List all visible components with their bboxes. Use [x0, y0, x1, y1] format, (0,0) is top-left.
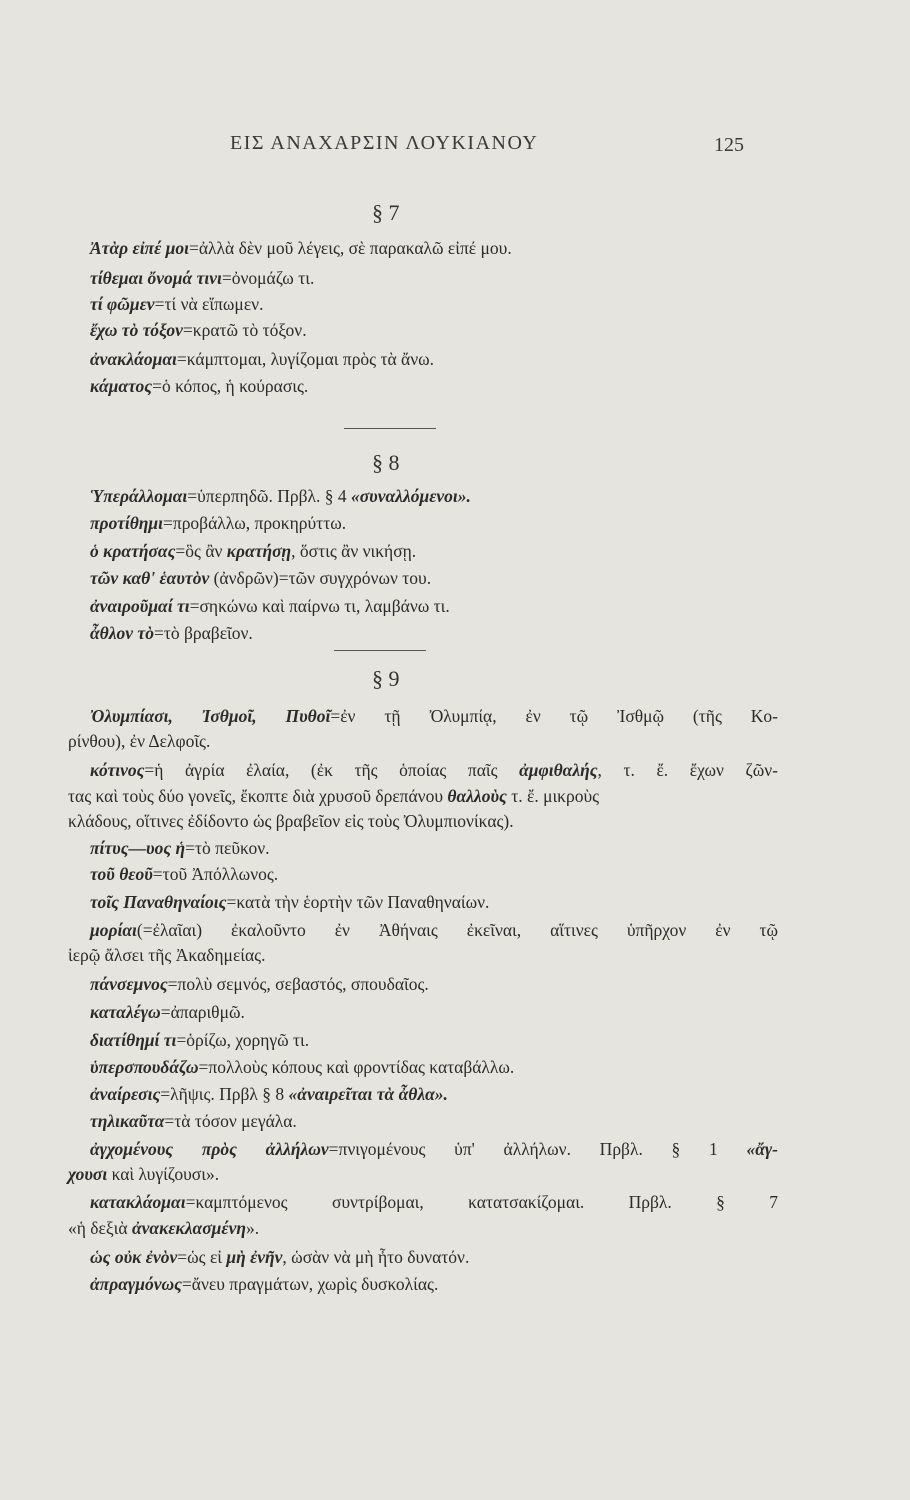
gloss-line: τηλικαῦτα=τὰ τόσον μεγάλα. [90, 1111, 297, 1131]
section-heading-7: § 7 [372, 200, 400, 225]
gloss-line: ὑπερσπουδάζω=πολλοὺς κόπους καὶ φροντίδας καταβάλλω. [90, 1057, 515, 1077]
gloss-line: «ἡ δεξιὰ ἀνακεκλασμένη». [68, 1218, 260, 1238]
gloss-line: τίθεμαι ὄνομά τινι=ὀνομάζω τι. [90, 268, 315, 288]
gloss-line: ἔχω τὸ τόξον=κρατῶ τὸ τόξον. [90, 320, 307, 340]
gloss-line: ἱερῷ ἄλσει τῆς Ἀκαδημείας. [68, 945, 266, 965]
gloss-line: τοῖς Παναθηναίοις=κατὰ τὴν ἑορτὴν τῶν Παναθηναίων. [90, 892, 490, 912]
section-divider [344, 428, 436, 429]
gloss-line: μορίαι(=ἐλαῖαι) ἐκαλοῦντο ἐν Ἀθήναις ἐκεῖναι, αἵτινες ὑπῆρχον ἐν τῷ [90, 920, 778, 940]
gloss-line: καταλέγω=ἀπαριθμῶ. [90, 1002, 245, 1022]
page-number: 125 [714, 134, 744, 156]
gloss-line: κότινος=ἡ ἀγρία ἐλαία, (ἐκ τῆς ὁποίας παῖς ἀμφιθαλής, τ. ἔ. ἔχων ζῶν- [90, 760, 778, 780]
gloss-line: Ἀτὰρ εἰπέ μοι=ἀλλὰ δὲν μοῦ λέγεις, σὲ παρακαλῶ εἰπέ μου. [90, 238, 512, 258]
gloss-line: ἀναιροῦμαί τι=σηκώνω καὶ παίρνω τι, λαμβάνω τι. [90, 596, 450, 616]
gloss-line: πίτυς—υος ἡ=τὸ πεῦκον. [90, 838, 270, 858]
gloss-line: τοῦ θεοῦ=τοῦ Ἀπόλλωνος. [90, 864, 279, 884]
gloss-line: ρίνθου), ἐν Δελφοῖς. [68, 731, 211, 751]
section-divider [334, 650, 426, 651]
section-heading-8: § 8 [372, 450, 400, 475]
gloss-line: τας καὶ τοὺς δύο γονεῖς, ἔκοπτε διὰ χρυσοῦ δρεπάνου θαλλοὺς τ. ἔ. μικροὺς [68, 786, 600, 806]
gloss-line: κλάδους, οἵτινες ἐδίδοντο ὡς βραβεῖον εἰς τοὺς Ὀλυμπιονίκας). [68, 811, 514, 831]
gloss-line: τῶν καθ' ἑαυτὸν (ἀνδρῶν)=τῶν συγχρόνων του. [90, 568, 432, 588]
gloss-line: ἀπραγμόνως=ἄνευ πραγμάτων, χωρὶς δυσκολίας. [90, 1274, 439, 1294]
gloss-line: διατίθημί τι=ὁρίζω, χορηγῶ τι. [90, 1030, 310, 1050]
gloss-line: κάματος=ὁ κόπος, ἡ κούρασις. [90, 376, 309, 396]
gloss-line: ὁ κρατήσας=ὃς ἂν κρατήσῃ, ὅστις ἂν νικήσῃ. [90, 541, 417, 561]
running-title: ΕΙΣ ΑΝΑΧΑΡΣΙΝ ΛΟΥΚΙΑΝΟΥ [230, 132, 539, 154]
gloss-line: χουσι καὶ λυγίζουσι». [68, 1164, 220, 1184]
gloss-line: ἀνακλάομαι=κάμπτομαι, λυγίζομαι πρὸς τὰ ἄνω. [90, 349, 435, 369]
gloss-line: ἆθλον τὸ=τὸ βραβεῖον. [90, 623, 253, 643]
gloss-line: ἀναίρεσις=λῆψις. Πρβλ § 8 «ἀναιρεῖται τὰ ἆθλα». [90, 1084, 448, 1104]
gloss-line: προτίθημι=προβάλλω, προκηρύττω. [90, 513, 347, 533]
section-heading-9: § 9 [372, 666, 400, 691]
gloss-line: ἀγχομένους πρὸς ἀλλήλων=πνιγομένους ὑπ' ἀλλήλων. Πρβλ. § 1 «ἄγ- [90, 1139, 778, 1159]
gloss-line: πάνσεμνος=πολὺ σεμνός, σεβαστός, σπουδαῖος. [90, 974, 429, 994]
gloss-line: κατακλάομαι=καμπτόμενος συντρίβομαι, κατατσακίζομαι. Πρβλ. § 7 [90, 1192, 778, 1212]
gloss-line: Ὑπεράλλομαι=ὑπερπηδῶ. Πρβλ. § 4 «συναλλόμενοι». [90, 486, 471, 506]
gloss-line: τί φῶμεν=τί νὰ εἴπωμεν. [90, 294, 264, 314]
gloss-line: ὡς οὐκ ἐνὸν=ὡς εἰ μὴ ἐνῆν, ὡσὰν νὰ μὴ ἦτο δυνατόν. [90, 1247, 470, 1267]
gloss-line: Ὀλυμπίασι, Ἰσθμοῖ, Πυθοῖ=ἐν τῇ Ὀλυμπίᾳ, ἐν τῷ Ἰσθμῷ (τῆς Κο- [90, 706, 778, 726]
